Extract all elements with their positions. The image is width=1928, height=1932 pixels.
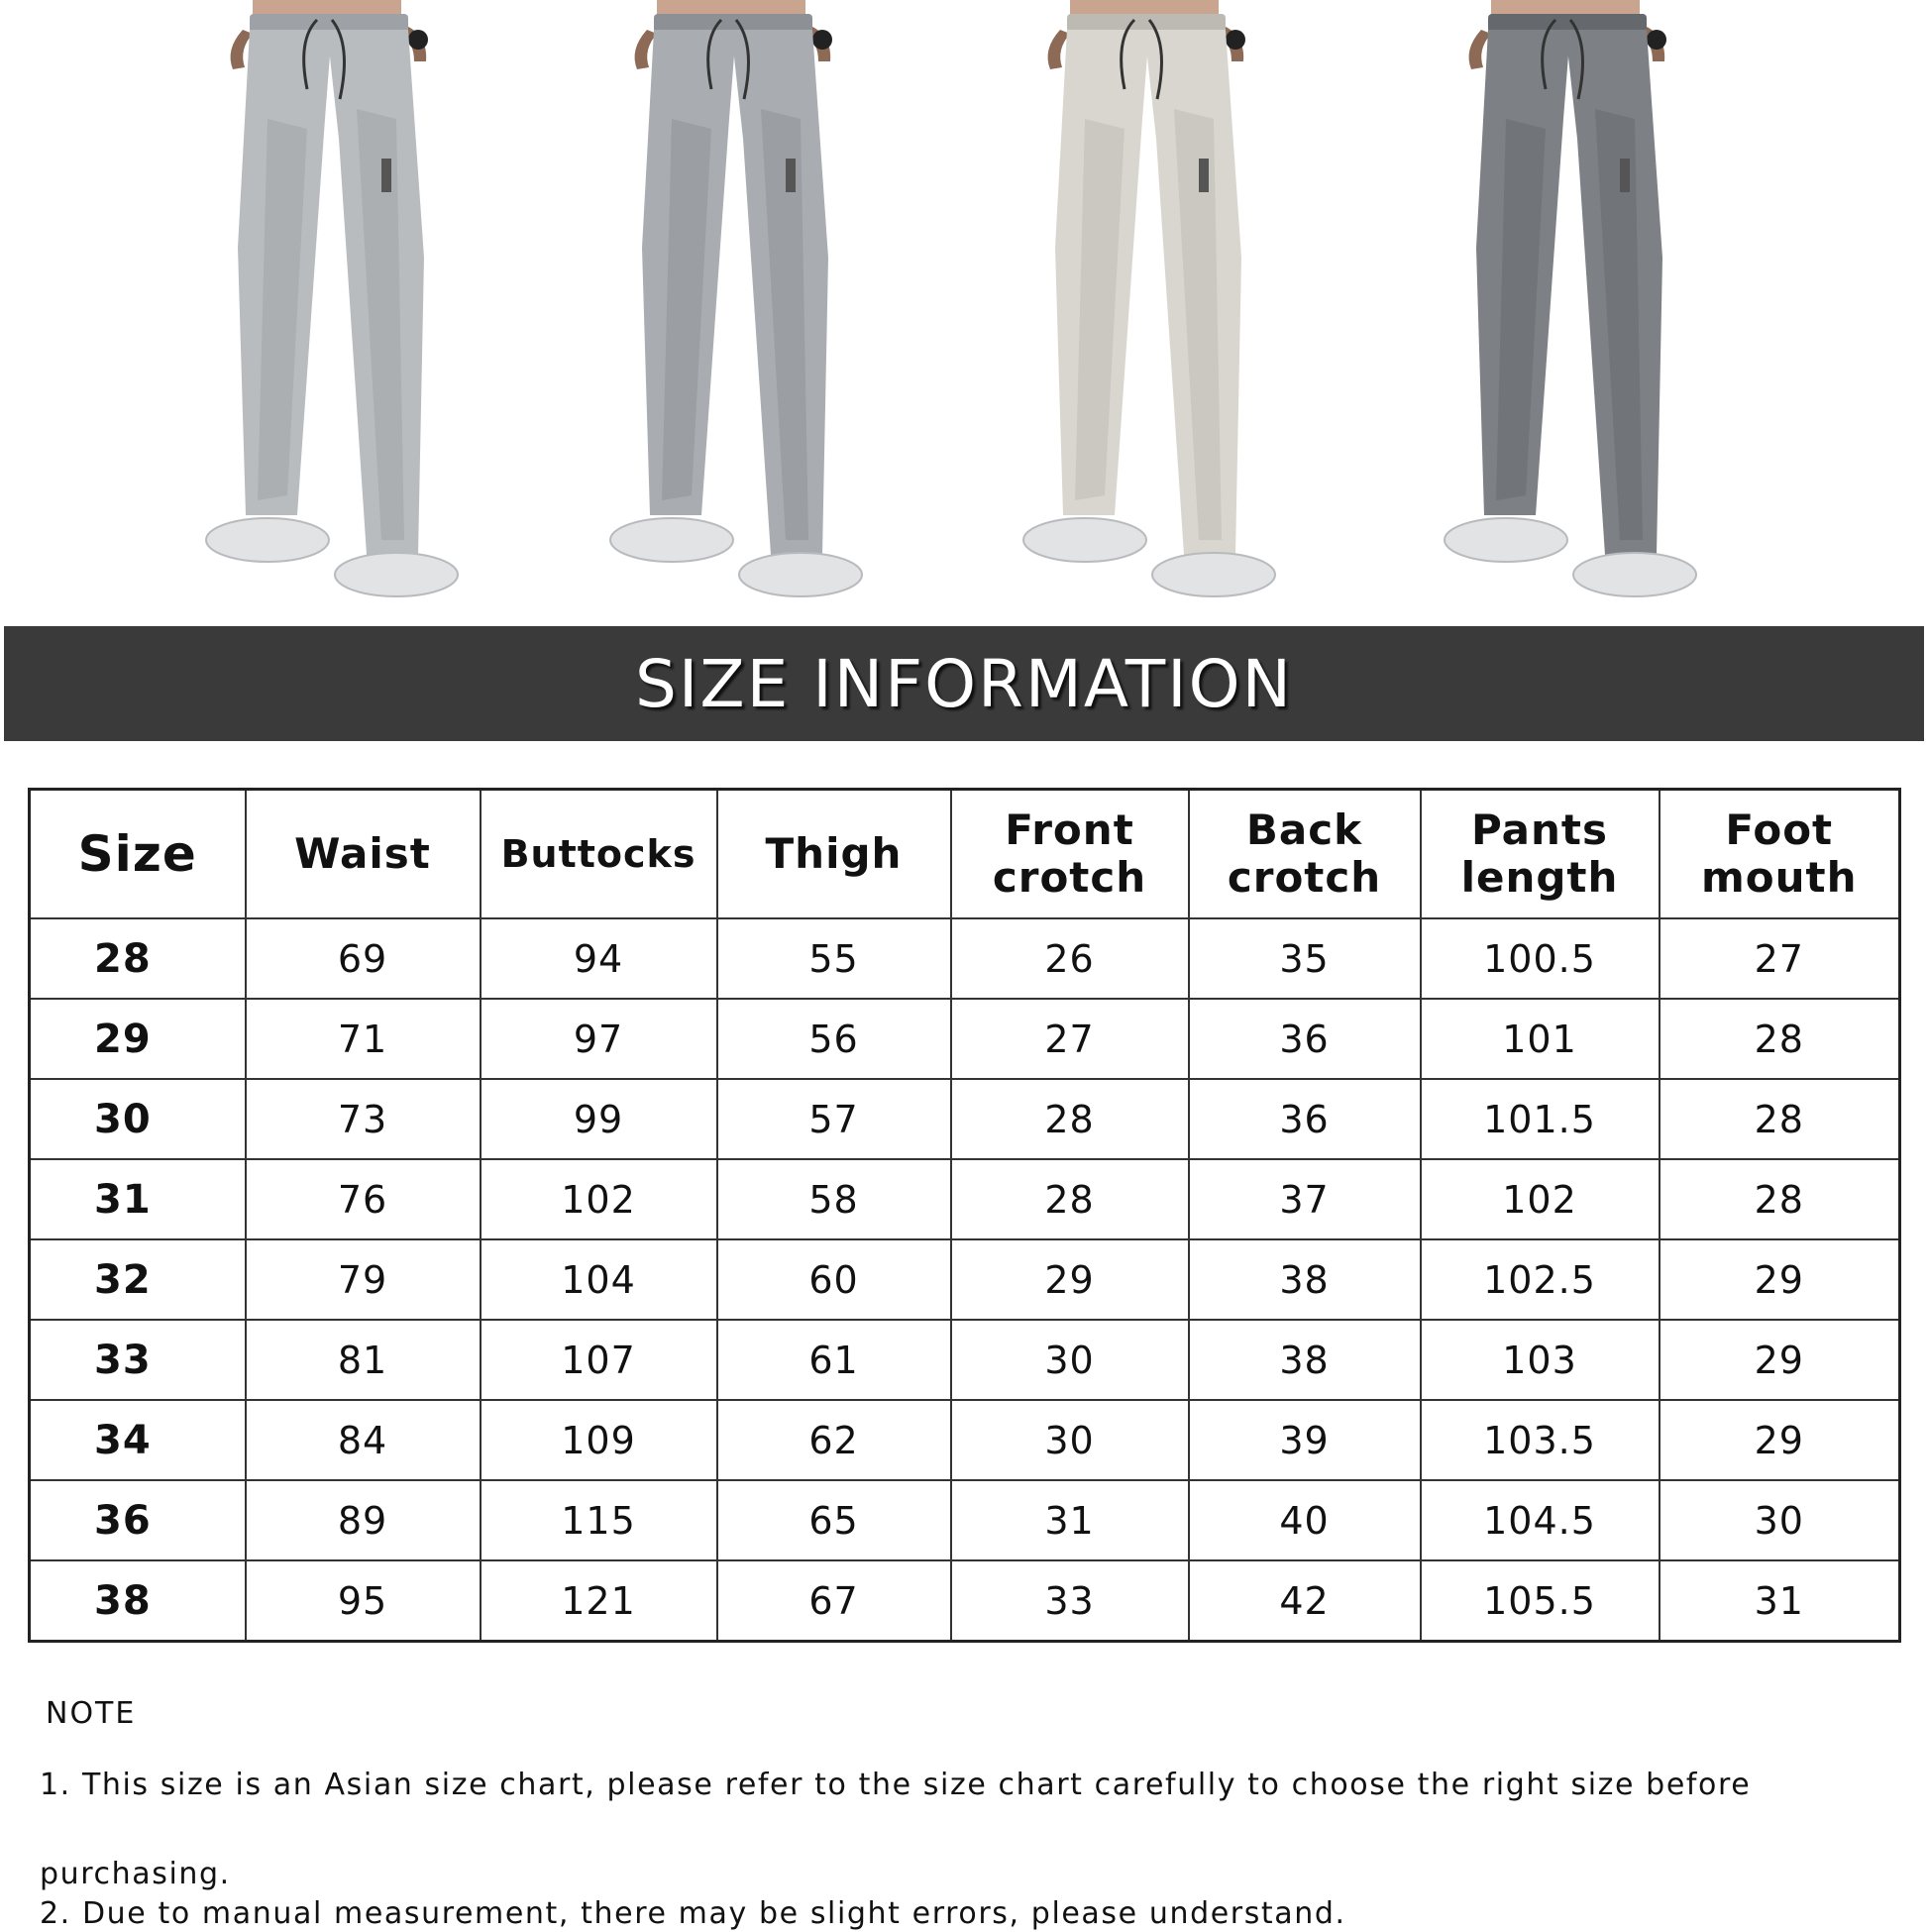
note-title: NOTE	[46, 1696, 137, 1731]
cell-back-crotch: 39	[1189, 1400, 1421, 1480]
pocket-tab	[786, 159, 796, 192]
note-line-1-continued: purchasing.	[40, 1857, 231, 1891]
cell-waist: 71	[246, 999, 481, 1079]
cell-size: 28	[30, 918, 246, 999]
cell-waist: 76	[246, 1159, 481, 1239]
cell-waist: 95	[246, 1560, 481, 1642]
gray-pants-photo	[563, 0, 890, 604]
cell-foot-mouth: 29	[1660, 1239, 1900, 1320]
cell-size: 32	[30, 1239, 246, 1320]
pocket-tab	[1620, 159, 1630, 192]
cell-thigh: 56	[717, 999, 951, 1079]
light-gray-pants-image	[159, 0, 485, 604]
cell-foot-mouth: 30	[1660, 1480, 1900, 1560]
table-row	[30, 1079, 1900, 1159]
cell-buttocks: 102	[481, 1159, 717, 1239]
table-row	[30, 1480, 1900, 1560]
header-front-crotch	[951, 790, 1189, 919]
size-table-body	[30, 918, 1900, 1642]
cell-back-crotch: 37	[1189, 1159, 1421, 1239]
header-back-crotch-line2: crotch	[1227, 853, 1382, 902]
left-shoe	[206, 518, 329, 562]
header-thigh-label: Thigh	[765, 829, 903, 878]
table-row	[30, 1560, 1900, 1642]
cell-front-crotch: 28	[951, 1079, 1189, 1159]
header-waist	[246, 790, 481, 919]
header-back-crotch	[1189, 790, 1421, 919]
cell-waist: 69	[246, 918, 481, 999]
header-thigh	[717, 790, 951, 919]
cell-buttocks: 121	[481, 1560, 717, 1642]
cell-front-crotch: 30	[951, 1400, 1189, 1480]
cell-waist: 89	[246, 1480, 481, 1560]
cell-size: 29	[30, 999, 246, 1079]
header-front-crotch-line2: crotch	[992, 853, 1147, 902]
cell-front-crotch: 30	[951, 1320, 1189, 1400]
right-shoe	[1152, 553, 1275, 596]
beige-pants-image	[976, 0, 1303, 604]
pocket-tab	[381, 159, 391, 192]
cell-front-crotch: 33	[951, 1560, 1189, 1642]
cell-thigh: 67	[717, 1560, 951, 1642]
right-shoe	[1573, 553, 1696, 596]
cell-back-crotch: 36	[1189, 999, 1421, 1079]
cell-foot-mouth: 29	[1660, 1320, 1900, 1400]
header-foot-mouth	[1660, 790, 1900, 919]
size-information-banner	[4, 626, 1924, 741]
size-chart-table	[28, 788, 1901, 1643]
table-row	[30, 1320, 1900, 1400]
cell-size: 30	[30, 1079, 246, 1159]
cell-pants-length: 103.5	[1421, 1400, 1660, 1480]
cell-buttocks: 94	[481, 918, 717, 999]
header-waist-label: Waist	[294, 829, 431, 878]
note-line-2: 2. Due to manual measurement, there may be slight errors, please understand.	[40, 1896, 1346, 1931]
cell-buttocks: 107	[481, 1320, 717, 1400]
header-back-crotch-line1: Back	[1245, 805, 1363, 854]
light-gray-pants-photo	[159, 0, 485, 604]
cell-buttocks: 97	[481, 999, 717, 1079]
cell-waist: 79	[246, 1239, 481, 1320]
beige-pants-photo	[976, 0, 1303, 604]
cell-front-crotch: 31	[951, 1480, 1189, 1560]
banner-title: SIZE INFORMATION	[635, 645, 1293, 722]
cell-back-crotch: 38	[1189, 1320, 1421, 1400]
header-size-label: Size	[77, 825, 197, 883]
cell-pants-length: 102	[1421, 1159, 1660, 1239]
header-buttocks-label: Buttocks	[500, 832, 696, 876]
header-foot-mouth-line1: Foot	[1725, 805, 1834, 854]
cell-foot-mouth: 28	[1660, 1159, 1900, 1239]
note-line-1: 1. This size is an Asian size chart, please refer to the size chart carefully to choose the right size before	[40, 1768, 1752, 1802]
watch-icon	[812, 30, 832, 50]
cell-thigh: 57	[717, 1079, 951, 1159]
header-buttocks	[481, 790, 717, 919]
cell-pants-length: 100.5	[1421, 918, 1660, 999]
cell-back-crotch: 42	[1189, 1560, 1421, 1642]
right-shoe	[739, 553, 862, 596]
left-shoe	[610, 518, 733, 562]
cell-pants-length: 102.5	[1421, 1239, 1660, 1320]
cell-pants-length: 101.5	[1421, 1079, 1660, 1159]
cell-size: 38	[30, 1560, 246, 1642]
table-row	[30, 918, 1900, 999]
table-header-row	[30, 790, 1900, 919]
cell-thigh: 55	[717, 918, 951, 999]
product-photo-strip	[0, 0, 1928, 614]
header-foot-mouth-line2: mouth	[1701, 853, 1858, 902]
watch-icon	[408, 30, 428, 50]
cell-waist: 84	[246, 1400, 481, 1480]
cell-size: 31	[30, 1159, 246, 1239]
cell-foot-mouth: 28	[1660, 1079, 1900, 1159]
cell-thigh: 61	[717, 1320, 951, 1400]
left-shoe	[1445, 518, 1567, 562]
cell-size: 33	[30, 1320, 246, 1400]
table-row	[30, 1159, 1900, 1239]
cell-back-crotch: 40	[1189, 1480, 1421, 1560]
header-pants-length-line1: Pants	[1471, 805, 1608, 854]
cell-pants-length: 105.5	[1421, 1560, 1660, 1642]
cell-size: 34	[30, 1400, 246, 1480]
cell-waist: 81	[246, 1320, 481, 1400]
watch-icon	[1226, 30, 1245, 50]
dark-gray-pants-photo	[1397, 0, 1724, 604]
left-shoe	[1023, 518, 1146, 562]
cell-buttocks: 109	[481, 1400, 717, 1480]
cell-pants-length: 101	[1421, 999, 1660, 1079]
cell-pants-length: 103	[1421, 1320, 1660, 1400]
table-row	[30, 1239, 1900, 1320]
cell-buttocks: 104	[481, 1239, 717, 1320]
cell-front-crotch: 28	[951, 1159, 1189, 1239]
table-row	[30, 999, 1900, 1079]
cell-foot-mouth: 28	[1660, 999, 1900, 1079]
cell-foot-mouth: 31	[1660, 1560, 1900, 1642]
cell-thigh: 60	[717, 1239, 951, 1320]
cell-buttocks: 115	[481, 1480, 717, 1560]
header-front-crotch-line1: Front	[1005, 805, 1134, 854]
right-shoe	[335, 553, 458, 596]
dark-gray-pants-image	[1397, 0, 1724, 604]
header-size	[30, 790, 246, 919]
header-pants-length	[1421, 790, 1660, 919]
pocket-tab	[1199, 159, 1209, 192]
cell-thigh: 58	[717, 1159, 951, 1239]
table-row	[30, 1400, 1900, 1480]
cell-back-crotch: 35	[1189, 918, 1421, 999]
cell-pants-length: 104.5	[1421, 1480, 1660, 1560]
cell-thigh: 62	[717, 1400, 951, 1480]
cell-front-crotch: 29	[951, 1239, 1189, 1320]
cell-back-crotch: 36	[1189, 1079, 1421, 1159]
header-pants-length-line2: length	[1460, 853, 1619, 902]
gray-pants-image	[563, 0, 890, 604]
cell-front-crotch: 27	[951, 999, 1189, 1079]
cell-size: 36	[30, 1480, 246, 1560]
cell-front-crotch: 26	[951, 918, 1189, 999]
watch-icon	[1647, 30, 1666, 50]
cell-thigh: 65	[717, 1480, 951, 1560]
cell-buttocks: 99	[481, 1079, 717, 1159]
cell-foot-mouth: 29	[1660, 1400, 1900, 1480]
cell-back-crotch: 38	[1189, 1239, 1421, 1320]
cell-foot-mouth: 27	[1660, 918, 1900, 999]
cell-waist: 73	[246, 1079, 481, 1159]
